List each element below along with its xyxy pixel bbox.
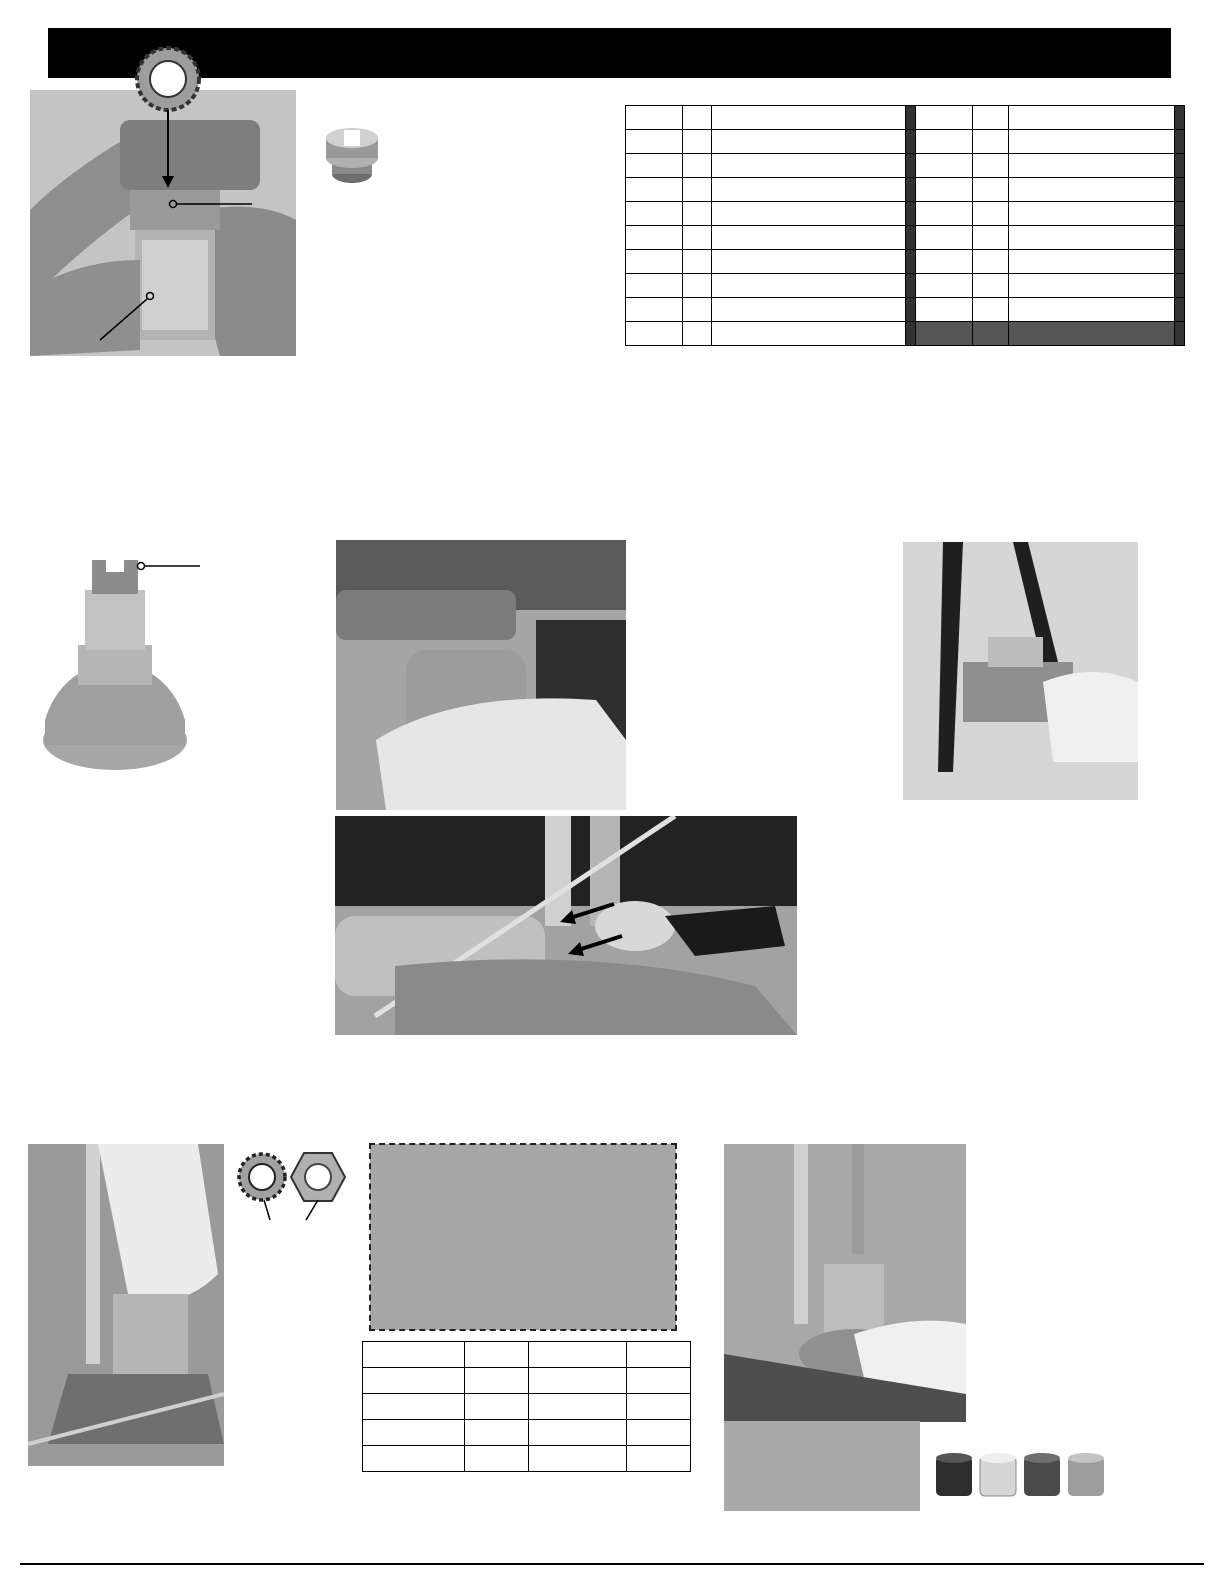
callout-line-2 [98, 290, 158, 347]
die-table-row [363, 1342, 691, 1368]
photo-priming-bottle [336, 540, 626, 810]
gray-caption-box [724, 1421, 920, 1511]
parts-row [626, 322, 1185, 346]
die-image [40, 550, 190, 780]
footer-rule [20, 1563, 1204, 1565]
photo-installing-die [28, 1144, 224, 1466]
die-table-row [363, 1394, 691, 1420]
bushing-black-icon [936, 1453, 972, 1496]
lock-ring-icon [133, 44, 203, 119]
arrow-2-icon [564, 930, 624, 965]
parts-table [625, 105, 1185, 346]
callout-lines-bottom [258, 1198, 322, 1227]
bushing-gray-icon [1068, 1453, 1104, 1496]
parts-row [626, 226, 1185, 250]
parts-row [626, 154, 1185, 178]
parts-row [626, 106, 1185, 130]
shell-holder-image [322, 124, 382, 193]
parts-row [626, 274, 1185, 298]
parts-row [626, 202, 1185, 226]
photo-tightening-lock-ring [724, 1144, 966, 1422]
parts-row [626, 178, 1185, 202]
photo-press-lever [903, 542, 1138, 800]
arrow-1-icon [556, 898, 616, 933]
die-table-row [363, 1420, 691, 1446]
bushing-dark-icon [1024, 1453, 1060, 1496]
note-panel [370, 1144, 676, 1330]
callout-line-3 [136, 559, 202, 577]
callout-line-1 [168, 197, 258, 215]
bushings-row [932, 1450, 1112, 1509]
parts-row [626, 130, 1185, 154]
die-table-row [363, 1368, 691, 1394]
parts-row [626, 250, 1185, 274]
die-table [362, 1341, 691, 1472]
bushing-silver-icon [980, 1453, 1016, 1496]
header-bar [48, 28, 1171, 78]
parts-row [626, 298, 1185, 322]
down-arrow-icon [160, 110, 176, 195]
die-table-row [363, 1446, 691, 1472]
